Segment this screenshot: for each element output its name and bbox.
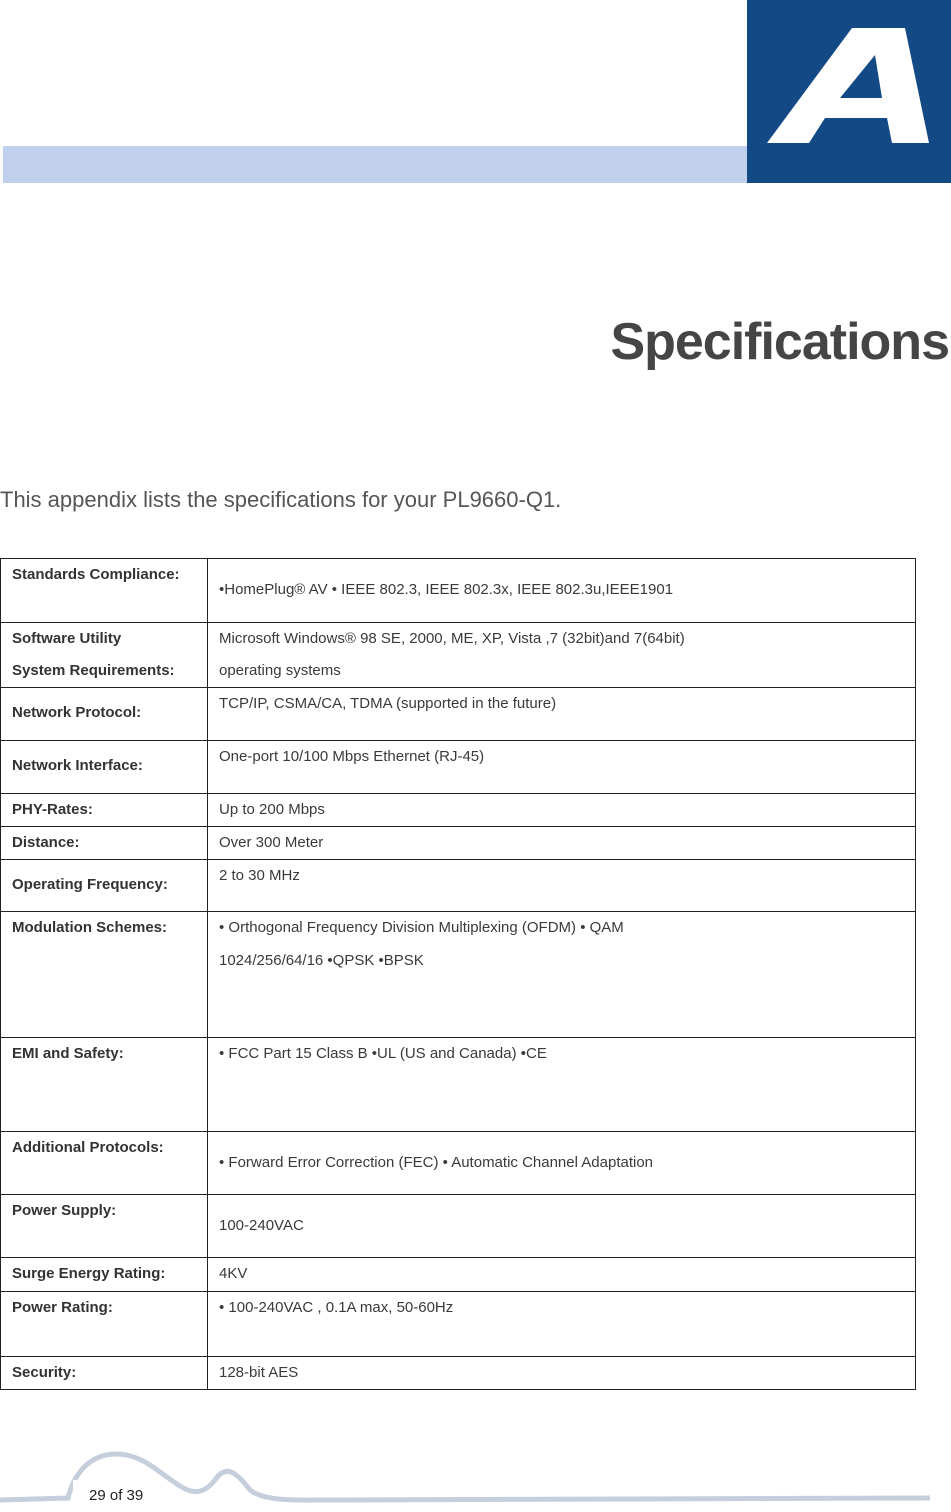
spec-label: Modulation Schemes: [12,919,168,936]
spec-row [1,1195,916,1258]
spec-value: One-port 10/100 Mbps Ethernet (RJ-45) [219,748,485,765]
spec-value: • Orthogonal Frequency Division Multiplexing (OFDM) • QAM [219,919,624,936]
spec-value-cell [208,623,916,688]
spec-label-cell [1,1038,208,1132]
spec-label: Operating Frequency: [12,876,168,893]
spec-value: 4KV [219,1265,248,1282]
spec-label: Power Supply: [12,1202,117,1219]
spec-row [1,1038,916,1132]
spec-value-cell [208,1038,916,1132]
spec-value: • Forward Error Correction (FEC) • Automatic Channel Adaptation [219,1154,654,1171]
spec-row [1,688,916,741]
spec-row [1,1292,916,1357]
spec-value-cell [208,741,916,794]
spec-label-cell [1,827,208,860]
spec-value: • 100-240VAC , 0.1A max, 50-60Hz [219,1299,454,1316]
spec-value: 128-bit AES [219,1364,299,1381]
spec-label-cell [1,912,208,1038]
spec-label-cell [1,1357,208,1390]
spec-value: operating systems [219,662,341,679]
spec-value: 2 to 30 MHz [219,867,300,884]
spec-value: TCP/IP, CSMA/CA, TDMA (supported in the future) [219,695,557,712]
spec-label-cell [1,559,208,623]
spec-value-cell [208,688,916,741]
spec-label: EMI and Safety: [12,1045,124,1062]
spec-label: Surge Energy Rating: [12,1265,166,1282]
spec-label-cell [1,1258,208,1292]
header-band [3,146,748,183]
spec-value: Up to 200 Mbps [219,801,325,818]
spec-label-cell [1,623,208,688]
spec-label-cell [1,1195,208,1258]
spec-row [1,860,916,912]
spec-label: Software Utility [12,630,122,647]
spec-value: • FCC Part 15 Class B •UL (US and Canada) •CE [219,1045,547,1062]
spec-value-cell [208,559,916,623]
spec-value: 100-240VAC [219,1217,304,1234]
spec-value: •HomePlug® AV • IEEE 802.3, IEEE 802.3x, IEEE 802.3u,IEEE1901 [219,581,674,598]
spec-value-cell [208,1132,916,1195]
appendix-logo [747,0,951,183]
spec-row [1,1258,916,1292]
spec-label-cell [1,1292,208,1357]
spec-value-cell [208,1292,916,1357]
spec-label-cell [1,741,208,794]
spec-row [1,559,916,623]
spec-value-cell [208,1195,916,1258]
spec-value-cell [208,912,916,1038]
spec-row [1,1357,916,1390]
spec-row [1,827,916,860]
spec-label: Additional Protocols: [12,1139,164,1156]
spec-value: Over 300 Meter [219,834,324,851]
spec-value-cell [208,794,916,827]
spec-label: Power Rating: [12,1299,113,1316]
specs-table [0,558,916,1390]
spec-label-cell [1,794,208,827]
page-number: 29 of 39 [73,1480,165,1503]
spec-value-cell [208,1258,916,1292]
spec-value: Microsoft Windows® 98 SE, 2000, ME, XP, Vista ,7 (32bit)and 7(64bit) [219,630,685,647]
spec-value-cell [208,1357,916,1390]
spec-label-cell [1,1132,208,1195]
spec-label: Distance: [12,834,80,851]
spec-row [1,1132,916,1195]
page-title: Specifications [610,313,949,371]
spec-row [1,794,916,827]
spec-label: Standards Compliance: [12,566,180,583]
spec-label: Security: [12,1364,77,1381]
spec-row [1,741,916,794]
intro-text: This appendix lists the specifications for your PL9660-Q1. [0,487,562,512]
spec-label: Network Interface: [12,757,143,774]
spec-label: PHY-Rates: [12,801,93,818]
spec-label: System Requirements: [12,662,175,679]
spec-value: 1024/256/64/16 •QPSK •BPSK [219,952,424,969]
spec-row [1,912,916,1038]
spec-label-cell [1,860,208,912]
spec-label-cell [1,688,208,741]
spec-value-cell [208,860,916,912]
spec-label: Network Protocol: [12,704,142,721]
letter-a-icon [747,0,951,183]
spec-value-cell [208,827,916,860]
spec-row [1,623,916,688]
